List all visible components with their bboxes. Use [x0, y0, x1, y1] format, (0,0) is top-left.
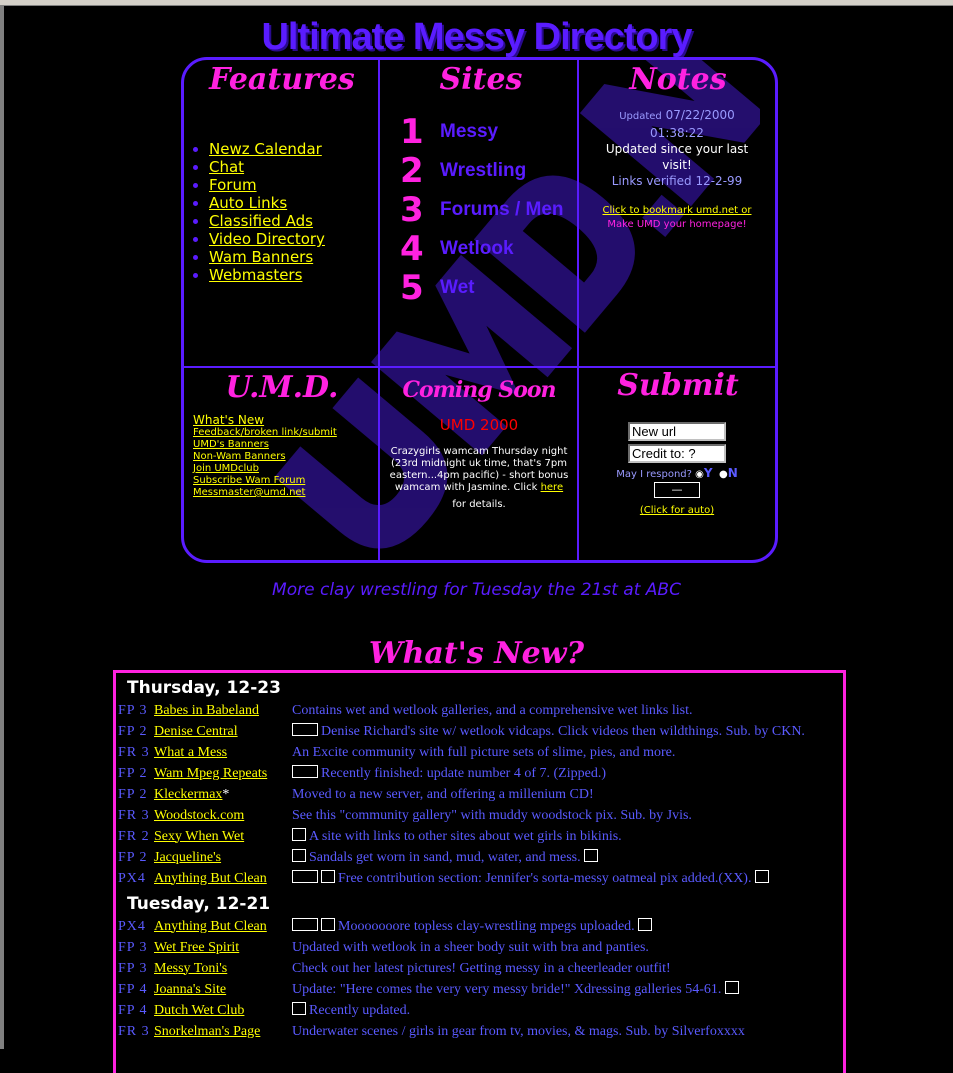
site-description: Recently finished: update number 4 of 7. (Zipped.): [321, 766, 606, 781]
features-list: [193, 140, 325, 284]
site-label[interactable]: Wet: [440, 277, 475, 298]
table-row: [116, 763, 843, 784]
radio-yes-label: Y: [703, 466, 713, 480]
site-number: 2: [400, 151, 424, 191]
site-link[interactable]: Anything But Clean: [154, 918, 267, 934]
feature-link[interactable]: Wam Banners: [209, 248, 314, 266]
links-verified-text: Links verified 12-2-99: [611, 174, 743, 188]
umd-link[interactable]: What's New: [193, 413, 265, 427]
table-row: [116, 958, 843, 979]
feature-link[interactable]: Forum: [209, 176, 257, 194]
respond-label: May I respond?: [616, 469, 692, 480]
category-code: FP 2: [118, 765, 148, 781]
image-icon: [584, 849, 598, 862]
updated-since-text: Updated since your last visit!: [605, 142, 749, 172]
coming-after: for details.: [452, 499, 506, 510]
site-link-messy[interactable]: [400, 114, 498, 150]
table-row: [116, 700, 843, 721]
bookmark-link[interactable]: Click to bookmark umd.net or: [602, 205, 752, 216]
table-row: [116, 868, 843, 889]
feature-link[interactable]: Webmasters: [209, 266, 303, 284]
table-row: [116, 937, 843, 958]
site-number: 3: [400, 190, 424, 230]
site-number: 1: [400, 112, 424, 152]
divider: [577, 60, 579, 560]
table-row: [116, 721, 843, 742]
site-link[interactable]: Woodstock.com: [154, 807, 245, 823]
image-icon: [292, 1002, 306, 1015]
site-link[interactable]: Dutch Wet Club: [154, 1002, 245, 1018]
image-icon: [292, 723, 318, 736]
feature-link[interactable]: Auto Links: [209, 194, 288, 212]
image-icon: [725, 981, 739, 994]
day-heading: Tuesday, 12-21: [127, 894, 271, 914]
site-description: Updated with wetlook in a sheer body suit with bra and panties.: [292, 939, 649, 955]
feature-link[interactable]: Classified Ads: [209, 212, 313, 230]
site-link-forums[interactable]: [400, 192, 564, 228]
site-description: Recently updated.: [309, 1003, 411, 1018]
site-link-wet[interactable]: [400, 270, 474, 306]
site-description: Sandals get worn in sand, mud, water, and mess.: [309, 850, 581, 865]
news-headline[interactable]: More clay wrestling for Tuesday the 21st at ABC: [272, 580, 681, 600]
coming-soon-panel: [381, 416, 577, 510]
umd-link[interactable]: Non-Wam Banners: [193, 451, 286, 462]
feature-link[interactable]: Chat: [209, 158, 245, 176]
image-icon: [755, 870, 769, 883]
site-description: Denise Richard's site w/ wetlook vidcaps. Click videos then wildthings. Sub. by CKN.: [321, 724, 805, 739]
here-link[interactable]: here: [540, 482, 564, 493]
site-description: Moved to a new server, and offering a millenium CD!: [292, 786, 594, 802]
updated-date: 07/22/2000: [665, 108, 735, 122]
credit-input[interactable]: Credit to: ?: [628, 444, 726, 463]
site-link-wetlook[interactable]: [400, 231, 514, 267]
category-code: FR 3: [118, 807, 150, 823]
updated-time: 01:38:22: [650, 126, 704, 140]
image-icon: [292, 918, 318, 931]
submit-heading: Submit: [617, 368, 739, 403]
site-description: Free contribution section: Jennifer's sorta-messy oatmeal pix added.(XX).: [338, 871, 752, 886]
site-number: 5: [400, 268, 424, 308]
sites-heading: Sites: [439, 62, 523, 97]
category-code: FP 3: [118, 960, 148, 976]
umd-link[interactable]: UMD's Banners: [193, 439, 269, 450]
feature-link[interactable]: Newz Calendar: [209, 140, 322, 158]
feature-link[interactable]: Video Directory: [209, 230, 325, 248]
umd-link[interactable]: Messmaster@umd.net: [193, 487, 306, 498]
notes-heading: Notes: [629, 62, 727, 97]
day-heading: Thursday, 12-23: [127, 678, 281, 698]
homepage-link[interactable]: Make UMD your homepage!: [607, 219, 747, 230]
site-link[interactable]: Messy Toni's: [154, 960, 228, 976]
category-code: FP 2: [118, 786, 148, 802]
features-heading: Features: [209, 62, 355, 97]
site-label[interactable]: Messy: [440, 121, 499, 142]
site-link[interactable]: Joanna's Site: [154, 981, 227, 997]
site-description: Update: "Here comes the very very messy bride!" Xdressing galleries 54-61.: [292, 982, 722, 997]
coming-text: Crazygirls wamcam Thursday night (23rd midnight uk time, that's 7pm eastern...4pm pacific) - short bonus wamcam with Jasmine. Click: [389, 446, 569, 493]
table-row: [116, 916, 843, 937]
image-icon: [321, 870, 335, 883]
browser-toolbar-edge: [0, 0, 953, 6]
site-label[interactable]: Forums / Men: [440, 199, 564, 220]
site-link[interactable]: What a Mess: [154, 744, 228, 760]
table-row: [116, 847, 843, 868]
category-code: FR 3: [118, 744, 150, 760]
coming-soon-heading: Coming Soon: [402, 377, 556, 403]
image-icon: [292, 870, 318, 883]
site-link[interactable]: Wet Free Spirit: [154, 939, 240, 955]
site-description: Underwater scenes / girls in gear from tv, movies, & mags. Sub. by Silverfoxxxx: [292, 1023, 745, 1039]
site-link-wrestling[interactable]: [400, 153, 526, 189]
site-label[interactable]: Wrestling: [440, 160, 527, 181]
image-icon: [292, 828, 306, 841]
table-row: [116, 784, 843, 805]
category-code: FP 4: [118, 981, 148, 997]
site-link[interactable]: Denise Central: [154, 723, 238, 739]
image-icon: [292, 849, 306, 862]
site-number: 4: [400, 229, 424, 269]
site-link[interactable]: Snorkelman's Page: [154, 1023, 261, 1039]
category-code: FR 3: [118, 1023, 150, 1039]
site-link[interactable]: Jacqueline's: [154, 849, 222, 865]
umd-link[interactable]: Feedback/broken link/submit: [193, 427, 337, 438]
site-link[interactable]: Wam Mpeg Repeats: [154, 765, 268, 781]
site-description: An Excite community with full picture sets of slime, pies, and more.: [292, 744, 676, 760]
umd-link[interactable]: Join UMDclub: [193, 463, 259, 474]
radio-no-label: N: [727, 466, 738, 480]
radio-no[interactable]: ●: [718, 469, 728, 480]
site-link[interactable]: Sexy When Wet: [154, 828, 245, 844]
table-row: [116, 1000, 843, 1021]
table-row: [116, 979, 843, 1000]
umd-heading: U.M.D.: [225, 370, 339, 405]
whats-new-heading: What's New?: [368, 636, 585, 671]
category-code: FP 4: [118, 1002, 148, 1018]
site-description: See this "community gallery" with muddy woodstock pix. Sub. by Jvis.: [292, 807, 692, 823]
table-row: [116, 826, 843, 847]
auto-field[interactable]: —: [654, 482, 700, 498]
image-icon: [638, 918, 652, 931]
image-icon: [292, 765, 318, 778]
divider: [378, 60, 380, 560]
star-marker: *: [222, 786, 230, 802]
image-icon: [321, 918, 335, 931]
whats-new-table: [113, 670, 846, 1073]
table-row: [116, 1021, 843, 1042]
window-border: [0, 6, 4, 1049]
site-label[interactable]: Wetlook: [440, 238, 514, 259]
category-code: PX4: [118, 918, 146, 934]
umd-link[interactable]: Subscribe Wam Forum: [193, 475, 306, 486]
table-row: [116, 742, 843, 763]
site-description: A site with links to other sites about wet girls in bikinis.: [309, 829, 622, 844]
category-code: FP 2: [118, 723, 148, 739]
category-code: FR 2: [118, 828, 150, 844]
notes-panel: [580, 107, 774, 231]
table-row: [116, 805, 843, 826]
submit-form: [580, 422, 774, 516]
site-description: Check out her latest pictures! Getting messy in a cheerleader outfit!: [292, 960, 671, 976]
click-for-auto-link[interactable]: (Click for auto): [639, 505, 715, 516]
url-input[interactable]: New url: [628, 422, 726, 441]
category-code: FP 2: [118, 849, 148, 865]
site-link[interactable]: Anything But Clean: [154, 870, 267, 886]
category-code: FP 3: [118, 702, 148, 718]
umd-links: [193, 413, 337, 499]
category-code: FP 3: [118, 939, 148, 955]
site-description: Mooooooore topless clay-wrestling mpegs uploaded.: [338, 919, 635, 934]
updated-label: Updated: [619, 111, 662, 122]
site-link[interactable]: Babes in Babeland: [154, 702, 259, 718]
category-code: PX4: [118, 870, 146, 886]
site-title-logo: Ultimate Messy Directory: [261, 16, 692, 58]
site-link[interactable]: Kleckermax: [154, 786, 223, 802]
coming-subtitle: UMD 2000: [439, 416, 519, 434]
site-description: Contains wet and wetlook galleries, and a comprehensive wet links list.: [292, 702, 693, 718]
radio-yes[interactable]: ◉: [695, 469, 704, 480]
